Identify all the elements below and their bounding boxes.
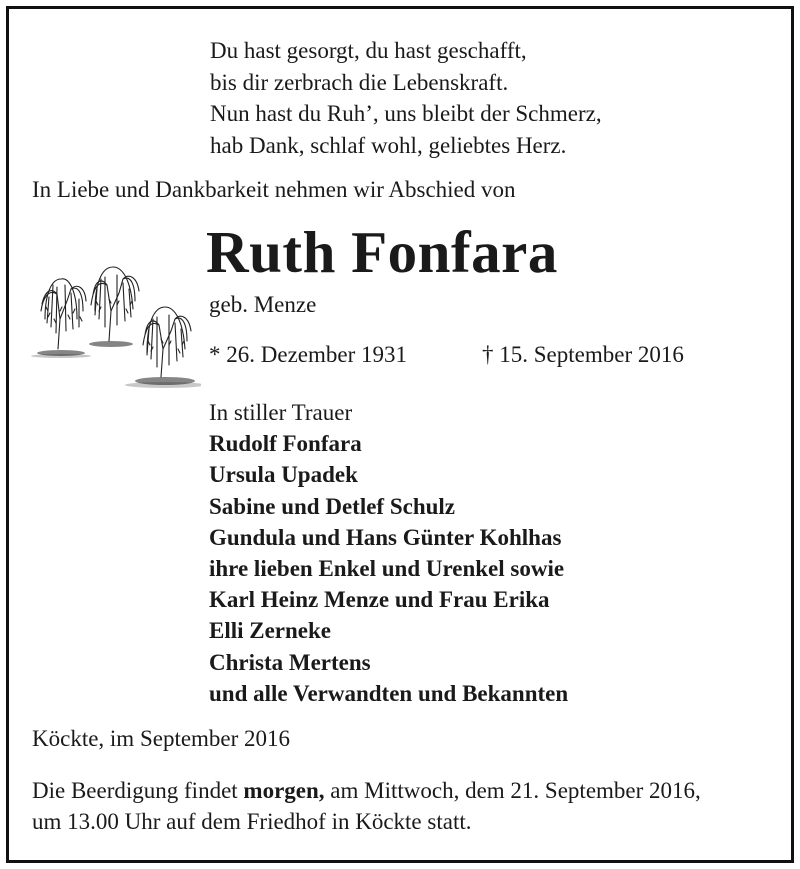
willow-tree-left [41,279,86,349]
willow-tree-middle [91,267,139,341]
willow-tree-right [143,307,191,377]
funeral-text: Die Beerdigung findet [32,778,244,803]
poem-line: bis dir zerbrach die Lebenskraft. [210,69,509,95]
mourner-name: Sabine und Detlef Schulz [209,493,456,519]
willow-trees-icon [31,249,201,399]
mourner-name: Christa Mertens [209,649,371,675]
poem-line: Du hast gesorgt, du hast geschafft, [210,38,527,63]
mourner-name: und alle Verwandten und Bekannten [209,680,569,706]
mourner-name: Rudolf Fonfara [209,431,362,457]
poem-line: hab Dank, schlaf wohl, geliebtes Herz. [210,132,567,158]
funeral-emphasis: morgen, [243,778,325,803]
poem-line: Nun hast du Ruh’, uns bleibt der Schmerz, [210,101,602,126]
obituary-notice [6,6,794,863]
death-date: † 15. September 2016 [482,342,684,367]
intro-text: In Liebe und Dankbarkeit nehmen wir Abschied von [32,177,516,202]
funeral-line-2: um 13.00 Uhr auf dem Friedhof in Köckte statt. [32,809,472,834]
mourners-heading: In stiller Trauer [209,400,353,425]
ground-shadows [37,341,195,385]
memorial-poem [210,35,602,161]
mourner-name: Karl Heinz Menze und Frau Erika [209,587,550,613]
funeral-line-1 [32,775,701,806]
deceased-name: Ruth Fonfara [206,219,558,285]
funeral-info [32,775,701,837]
funeral-text: am Mittwoch, dem 21. September 2016, [324,778,701,803]
birth-date: * 26. Dezember 1931 [209,342,407,367]
mourner-name: Gundula und Hans Günter Kohlhas [209,524,562,550]
mourner-name: Elli Zerneke [209,618,332,644]
mourners-list [209,397,568,709]
place-and-date: Köckte, im September 2016 [32,726,291,751]
birth-name: geb. Menze [209,292,317,317]
life-dates [209,342,684,368]
mourner-name: Ursula Upadek [209,462,358,488]
mourner-name: ihre lieben Enkel und Urenkel sowie [209,556,565,582]
